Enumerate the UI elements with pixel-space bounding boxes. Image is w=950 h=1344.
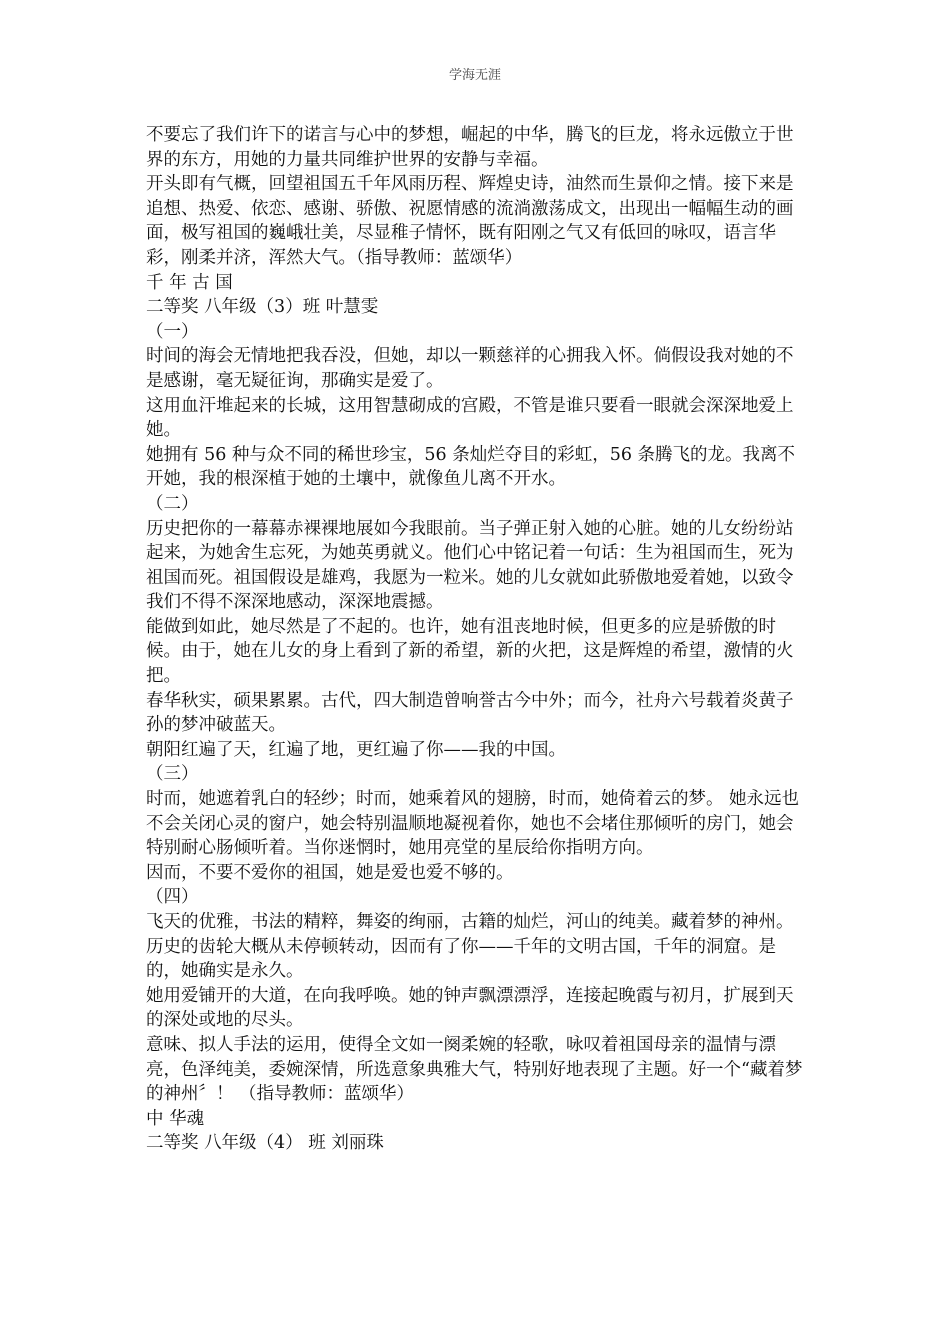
award-line: 二等奖 八年级（4） 班 刘丽珠 (146, 1133, 384, 1154)
section-marker: （四） (146, 887, 199, 908)
section-marker: （三） (146, 764, 199, 785)
award-line: 二等奖 八年级（3）班 叶慧雯 (146, 297, 379, 318)
page-header: 学海无涯 (448, 68, 501, 83)
paragraph: 不要忘了我们许下的诺言与心中的梦想，崛起的中华，腾飞的巨龙，将永远傲立于世界的东方，用她的力量共同维护世界的安静与幸福。 (146, 125, 794, 170)
document-body (146, 123, 808, 1156)
paragraph: 时间的海会无情地把我吞没，但她，却以一颗慈祥的心拥我入怀。倘假设我对她的不是感谢，毫无疑征询，那确实是爱了。 (146, 346, 794, 391)
paragraph: 这用血汗堆起来的长城，这用智慧砌成的宫殿，不管是谁只要看一眼就会深深地爱上她。 (146, 395, 794, 441)
paragraph: 她拥有 56 种与众不同的稀世珍宝，56 条灿烂夺目的彩虹，56 条腾飞的龙。我离不开她，我的根深植于她的土壤中，就像鱼儿离不开水。 (146, 444, 796, 490)
paragraph: 历史把你的一幕幕赤裸裸地展如今我眼前。当子弹正射入她的心脏。她的儿女纷纷站起来，为她舍生忘死，为她英勇就义。他们心中铭记着一句话：生为祖国而生，死为祖国而死。祖国假设是雄鸡，我愿为一粒米。她的儿女就如此骄傲地爱着她，以致令我们不得不深深地感动，深深地震撼。 (146, 518, 794, 613)
section-marker: （一） (146, 321, 199, 342)
paragraph: 时而，她遮着乳白的轻纱；时而，她乘着风的翅膀，时而，她倚着云的梦。 她永远也不会关闭心灵的窗户，她会特别温顺地凝视着你，她也不会堵住那倾听的房门，她会特别耐心肠倾听着。当你迷惘时，她用亮堂的星辰给你指明方向。 (146, 789, 800, 859)
paragraph: 春华秋实，硕果累累。古代，四大制造曾响誉古今中外；而今，社舟六号载着炎黄子孙的梦冲破蓝天。 (146, 690, 794, 736)
paragraph: 朝阳红遍了天，红遍了地，更红遍了你——我的中国。 (146, 739, 566, 760)
paragraph: 开头即有气概，回望祖国五千年风雨历程、辉煌史诗，油然而生景仰之情。接下来是追想、热爱、依恋、感谢、骄傲、祝愿情感的流淌激荡成文，出现出一幅幅生动的画面，极写祖国的巍峨壮美，尽显稚子情怀，既有阳刚之气又有低回的咏叹，语言华彩，刚柔并济，浑然大气。（指导教师：蓝颂华） (146, 174, 794, 268)
paragraph: 历史的齿轮大概从未停顿转动，因而有了你——千年的文明古国，千年的洞窟。是的，她确实是永久。 (146, 936, 776, 982)
paragraph: 因而，不要不爱你的祖国，她是爱也爱不够的。 (146, 862, 514, 883)
paragraph: 意味、拟人手法的运用，使得全文如一阕柔婉的轻歌，咏叹着祖国母亲的温情与漂亮，色泽纯美，委婉深情，所选意象典雅大气，特别好地表现了主题。好一个“藏着梦的神州〞！ （指导教师：蓝颂华） (146, 1034, 803, 1105)
paragraph: 能做到如此，她尽然是了不起的。也许，她有沮丧地时候，但更多的应是骄傲的时候。由于，她在儿女的身上看到了新的希望，新的火把，这是辉煌的希望，激情的火把。 (146, 616, 794, 687)
essay-title: 中 华魂 (146, 1108, 205, 1129)
paragraph: 飞天的优雅，书法的精粹，舞姿的绚丽，古籍的灿烂，河山的纯美。藏着梦的神州。 (146, 912, 794, 932)
essay-title: 千 年 古 国 (146, 272, 233, 293)
section-marker: （二） (146, 493, 199, 514)
paragraph: 她用爱铺开的大道，在向我呼唤。她的钟声飘漂漂浮，连接起晚霞与初月，扩展到天的深处或地的尽头。 (146, 985, 794, 1031)
